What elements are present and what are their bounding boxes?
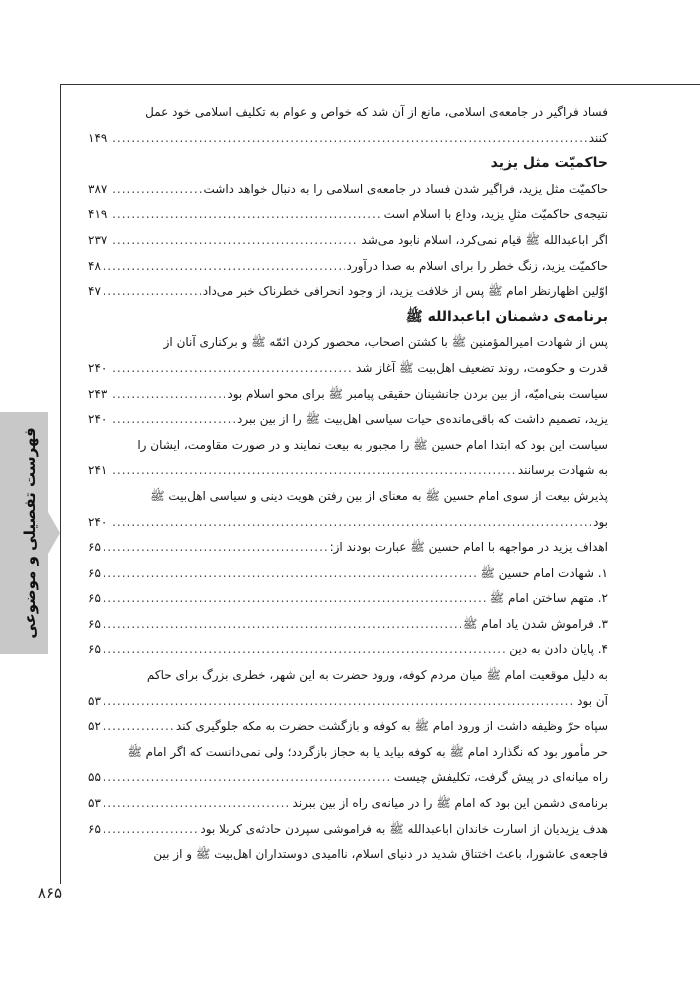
index-entry [88, 740, 608, 766]
index-entry [88, 330, 608, 356]
index-entry [88, 689, 608, 715]
entry-text: فاجعه‌ی عاشورا، باعث اختناق شدید در دنیای اسلام، ناامیدی دوستداران اهل‌بیت ﷺ و از بین [151, 842, 608, 868]
index-entry [88, 433, 608, 459]
index-entry [88, 126, 608, 152]
entry-page-number: ۴۸ [88, 254, 104, 280]
entry-text: پذیرش بیعت از سوی امام حسین ﷺ به معنای از بین رفتن هویت دینی و سیاسی اهل‌بیت ﷺ [148, 484, 608, 510]
entry-page-number: ۵۵ [88, 765, 104, 791]
index-entry [88, 561, 608, 587]
entry-text: ..... حاکمیّت مثل یزید، فراگیر شدن فساد در جامعه‌ی اسلامی را به دنبال خواهد داشت [202, 177, 609, 203]
entry-page-number: ۶۵ [88, 612, 104, 638]
entry-page-number: ۲۴۰ [88, 356, 110, 382]
entry-text: ..... اوّلین اظهارنظر امام ﷺ پس از خلافت یزید، از وجود انحرافی خطرناک خبر می‌داد [201, 279, 608, 305]
entry-text: ..... ۳. فراموش شدن یاد امام ﷺ [461, 612, 608, 638]
entry-text: ..... نتیجه‌ی حاکمیّت مثلِ یزید، وداع با اسلام است [382, 202, 608, 228]
entry-page-number: ۲۴۰ [88, 510, 110, 536]
entry-page-number: ۴۱۹ [88, 202, 110, 228]
entry-text: فساد فراگیر در جامعه‌ی اسلامی، مانع از آن شد که خواص و عوام به تکلیف اسلامی خود عمل [143, 100, 608, 126]
section-heading [88, 305, 608, 331]
index-entry [88, 791, 608, 817]
entry-page-number: ۶۵ [88, 817, 104, 843]
entry-text: پس از شهادت امیرالمؤمنین ﷺ با کشتن اصحاب، محصور کردن ائمّه ﷺ و برکناری آنان از [162, 330, 608, 356]
entry-text: ..... آن بود [575, 689, 608, 715]
index-entry [88, 202, 608, 228]
index-content [88, 100, 608, 868]
entry-text: ..... ۱. شهادت امام حسین ﷺ [478, 561, 608, 587]
entry-page-number: ۶۵ [88, 586, 104, 612]
index-entry [88, 177, 608, 203]
index-entry [88, 356, 608, 382]
index-entry [88, 612, 608, 638]
entry-text: حاکمیّت مثل یزید [489, 151, 608, 177]
index-entry [88, 484, 608, 510]
entry-page-number: ۵۳ [88, 689, 104, 715]
entry-page-number: ۲۴۳ [88, 382, 110, 408]
entry-text: ..... قدرت و حکومت، روند تضعیف اهل‌بیت ﷺ آغاز شد [354, 356, 608, 382]
entry-text: ..... اگر اباعبدالله ﷺ قیام نمی‌کرد، اسلام نابود می‌شد [359, 228, 608, 254]
entry-page-number: ۴۷ [88, 279, 104, 305]
entry-text: ..... اهداف یزید در مواجهه با امام حسین ﷺ عبارت بودند از: [328, 535, 608, 561]
index-entry [88, 817, 608, 843]
page-frame-left [60, 84, 61, 884]
entry-text: ..... برنامه‌ی دشمن این بود که امام ﷺ را در میانه‌ی راه از بین ببرند [291, 791, 608, 817]
entry-text: ..... بود [591, 510, 608, 536]
index-entry [88, 510, 608, 536]
entry-text: ..... به شهادت برسانند [516, 458, 608, 484]
entry-text: ..... ۲. متهم ساختن امام ﷺ [488, 586, 608, 612]
entry-text: ..... راه میانه‌ای در پیش گرفت، تکلیفش چیست [392, 765, 608, 791]
entry-page-number: ۱۴۹ [88, 126, 110, 152]
entry-page-number: ۶۵ [88, 637, 104, 663]
entry-text: به دلیل موقعیت امام ﷺ میان مردم کوفه، ورود حضرت به این شهر، خطری بزرگ برای حاکم [145, 663, 608, 689]
side-tab-label: فهرست تفصیلی و موضوعی [21, 427, 39, 639]
entry-text: برنامه‌ی دشمنان اباعبدالله ﷺ [404, 305, 608, 331]
index-entry [88, 535, 608, 561]
entry-page-number: ۲۴۰ [88, 407, 110, 433]
index-entry [88, 714, 608, 740]
side-tab [0, 412, 60, 654]
index-entry [88, 458, 608, 484]
index-entry [88, 637, 608, 663]
entry-text: ..... ۴. پایان دادن به دین [507, 637, 608, 663]
entry-text: ..... سپاه حرّ وظیفه داشت از ورود امام ﷺ به کوفه و بازگشت حضرت به مکه جلوگیری کند [174, 714, 608, 740]
index-entry [88, 842, 608, 868]
entry-page-number: ۵۳ [88, 791, 104, 817]
entry-text: ..... سیاست بنی‌امیّه، از بین بردن جانشینان حقیقی پیامبر ﷺ برای محو اسلام بود [225, 382, 608, 408]
index-entry [88, 586, 608, 612]
index-entry [88, 254, 608, 280]
entry-page-number: ۶۵ [88, 535, 104, 561]
entry-text: سیاست این بود که ابتدا امام حسین ﷺ را مجبور به بیعت نمایند و در صورت مقاومت، ایشان را [135, 433, 608, 459]
index-entry [88, 228, 608, 254]
entry-text: ..... حاکمیّت یزید، زنگ خطر را برای اسلام به صدا درآورد [345, 254, 609, 280]
entry-text: ..... کنند [587, 126, 608, 152]
index-entry [88, 279, 608, 305]
index-entry [88, 407, 608, 433]
page-number: ۸۶۵ [37, 884, 63, 902]
index-entry [88, 100, 608, 126]
entry-page-number: ۲۴۱ [88, 458, 110, 484]
index-entry [88, 663, 608, 689]
entry-page-number: ۲۳۷ [88, 228, 110, 254]
entry-page-number: ۶۵ [88, 561, 104, 587]
entry-page-number: ۵۲ [88, 714, 104, 740]
page-frame-top [60, 84, 700, 85]
section-heading [88, 151, 608, 177]
index-entry [88, 765, 608, 791]
entry-text: حر مأمور بود که نگذارد امام ﷺ به کوفه بیاید یا به حجاز بازگردد؛ ولی نمی‌دانست که اگر امام ﷺ [125, 740, 608, 766]
index-entry [88, 382, 608, 408]
entry-page-number: ۳۸۷ [88, 177, 110, 203]
entry-text: ..... هدف یزیدیان از اسارت خاندان اباعبدالله ﷺ به فراموشی سپردن حادثه‌ی کربلا بود [198, 817, 608, 843]
entry-text: ..... یزید، تصمیم داشت که باقی‌مانده‌ی حیات سیاسی اهل‌بیت ﷺ را از بین ببرد [235, 407, 608, 433]
